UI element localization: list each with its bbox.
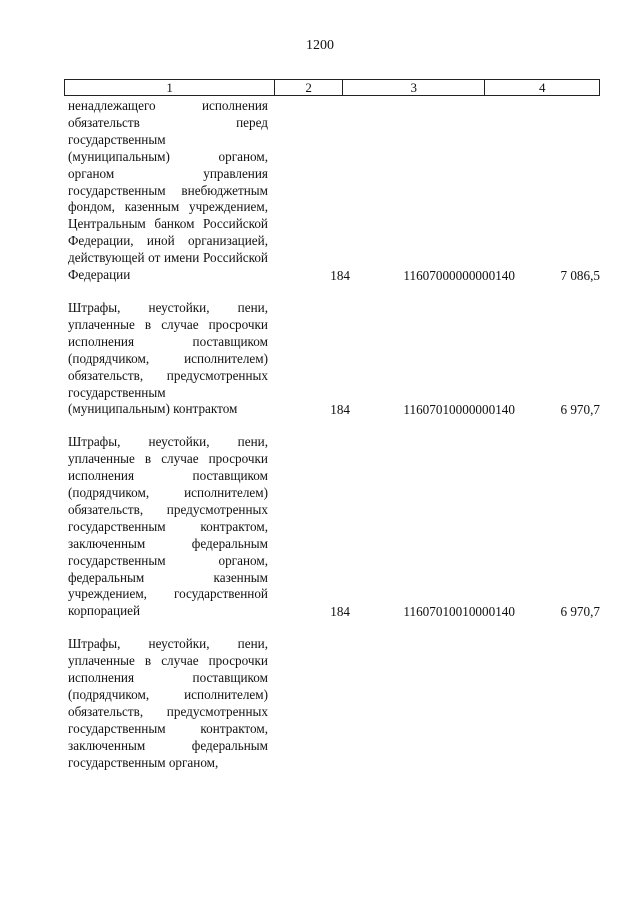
table-row	[68, 98, 600, 284]
table-row	[68, 434, 600, 620]
table-row	[68, 300, 600, 418]
row-kbk-code: 11607000000000140	[403, 267, 515, 283]
row-description: Штрафы, неустойки, пени, уплаченные в случае просрочки исполнения поставщиком (подрядчиком, исполнителем) обязательств, предусмотренных государственным контрактом, заключенным федеральным государственным органом,	[68, 636, 268, 770]
row-description: Штрафы, неустойки, пени, уплаченные в случае просрочки исполнения поставщиком (подрядчиком, исполнителем) обязательств, предусмотренных государственным (муниципальным) контрактом	[68, 299, 268, 417]
header-col-4: 4	[538, 80, 546, 95]
row-admin-code: 184	[330, 402, 350, 418]
table-row	[68, 636, 600, 771]
row-kbk-code: 11607010000000140	[403, 402, 515, 418]
table-header	[64, 79, 600, 96]
row-description: ненадлежащего исполнения обязательств перед государственным (муниципальным) органом, органом управления государственным внебюджетным фондом, казенным учреждением, Центральным банком Российской Федерации, иной организацией, действующей от имени Российской Федерации	[68, 98, 268, 283]
header-col-3: 3	[343, 80, 485, 95]
row-description: Штрафы, неустойки, пени, уплаченные в случае просрочки исполнения поставщиком (подрядчиком, исполнителем) обязательств, предусмотренных государственным контрактом, заключенным федеральным государственным органом, федеральным казенным учреждением, государственной корпорацией	[68, 434, 268, 619]
row-amount: 6 970,7	[560, 604, 600, 620]
row-amount: 6 970,7	[560, 402, 600, 418]
row-kbk-code: 11607010010000140	[403, 604, 515, 620]
table-body	[68, 98, 600, 788]
row-admin-code: 184	[330, 604, 350, 620]
header-col-1: 1	[65, 80, 275, 95]
page-number: 1200	[306, 38, 334, 53]
row-amount: 7 086,5	[560, 267, 600, 283]
header-col-2: 2	[275, 80, 343, 95]
row-admin-code: 184	[330, 267, 350, 283]
